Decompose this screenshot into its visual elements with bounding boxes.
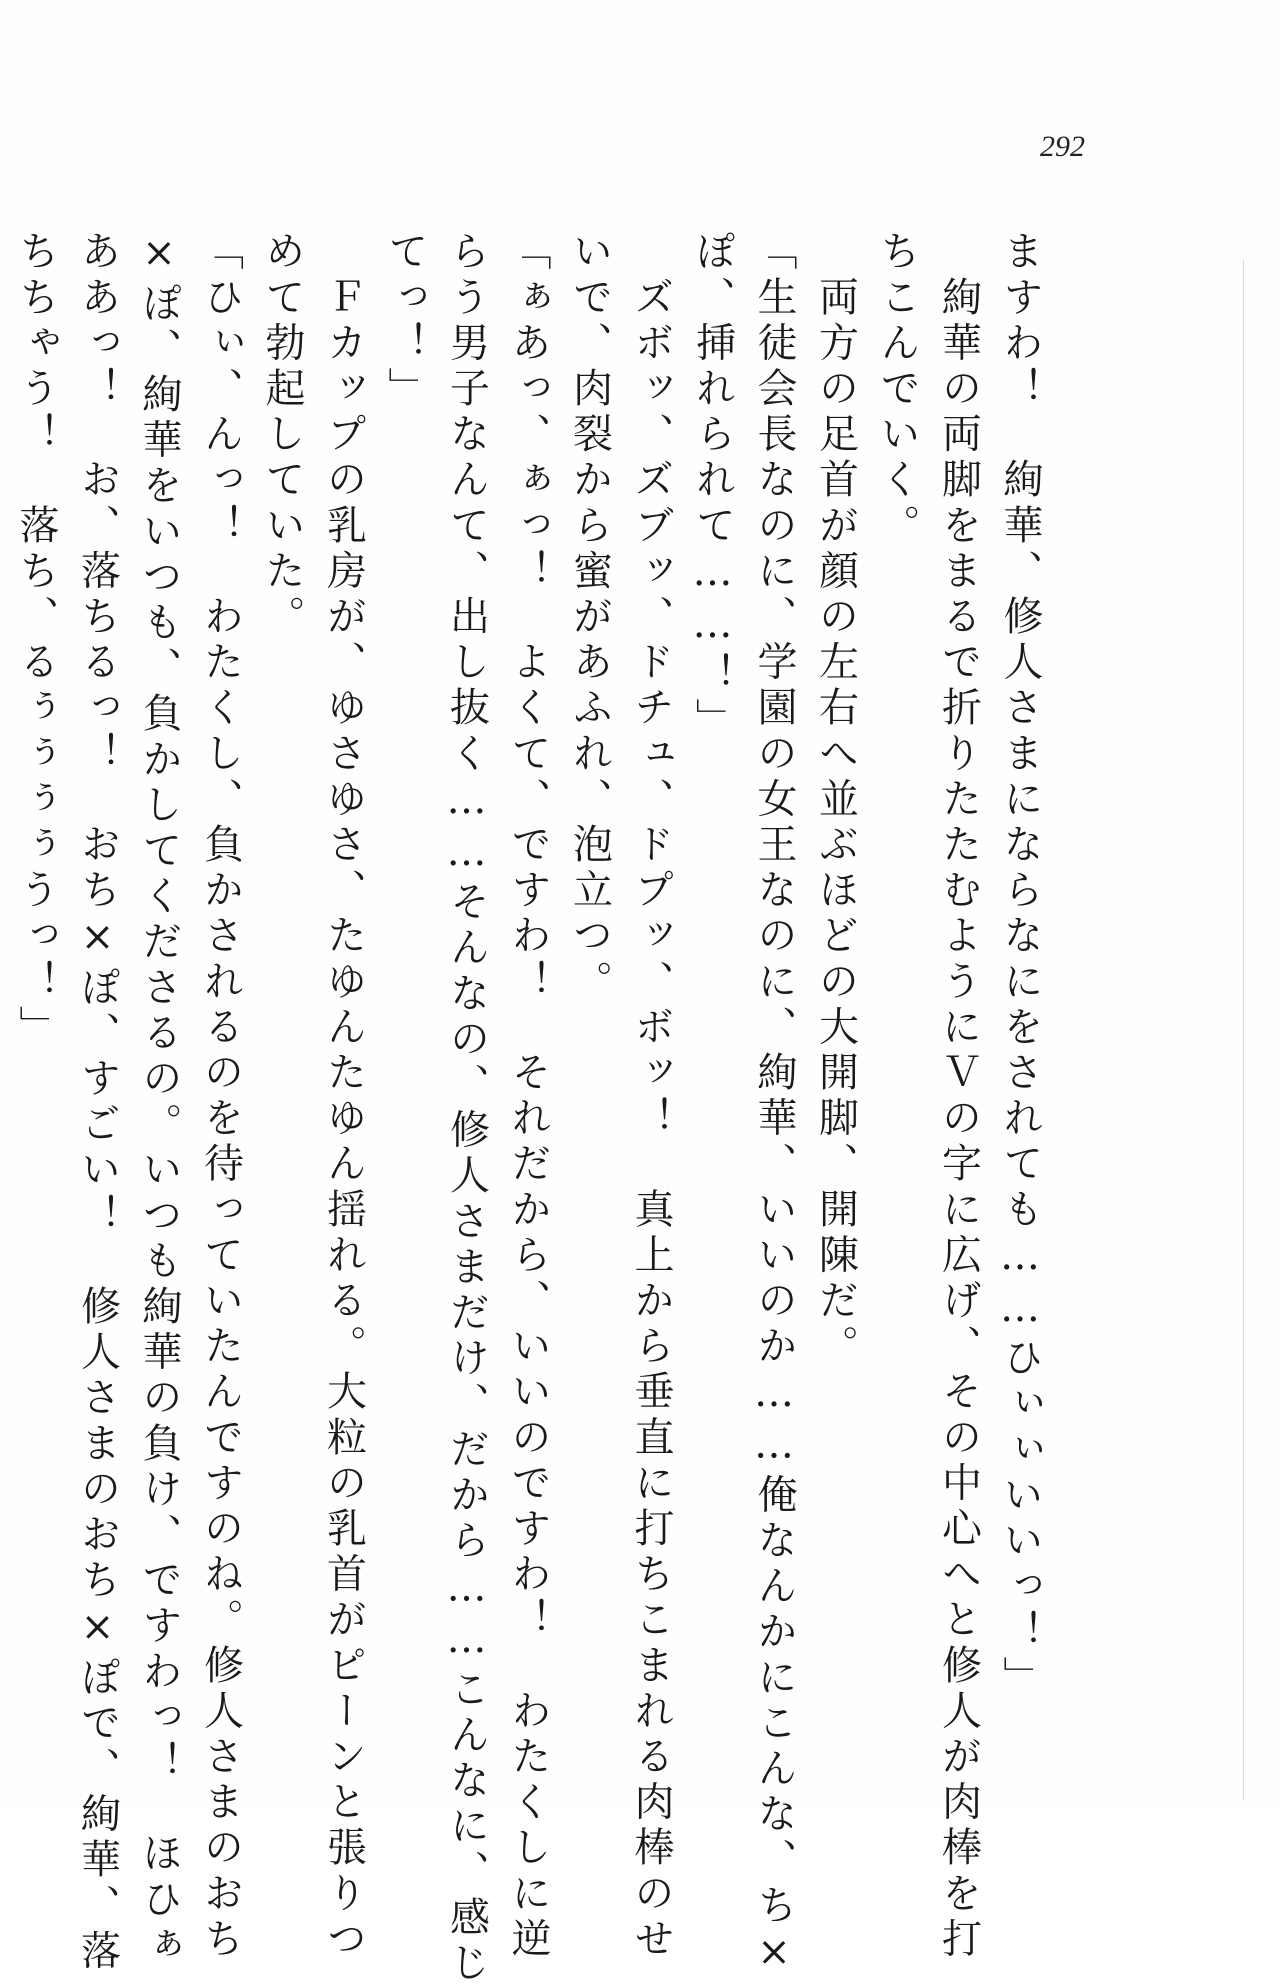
- text-line: 両方の足首が顔の左右へ並ぶほどの大開脚、開陳だ。: [812, 230, 859, 1370]
- text-line: Ｆカップの乳房が、ゆさゆさ、たゆんたゆん揺れる。大粒の乳首がピーンと張りつ: [320, 230, 367, 1963]
- text-line: ちちゃう！ 落ち、るぅぅぅぅうっ！」: [13, 230, 59, 1051]
- text-line: 「ぁあっ、ぁっ！ よくて、ですわ！ それだから、いいのですわ！ わたくしに逆: [505, 230, 551, 1963]
- text-line: らう男子なんて、出し抜く……そんなの、修人さまだけ、だから……こんなに、感じ: [443, 230, 490, 1987]
- text-line: めて勃起していた。: [259, 230, 305, 641]
- text-line: 「生徒会長なのに、学園の女王なのに、絢華、いいのか……俺なんかにこんな、ち×: [751, 230, 797, 1981]
- text-line: ますわ！ 絢華、修人さまにならなにをされても……ひぃぃいいっ！」: [997, 230, 1043, 1702]
- page-edge-line: [1243, 260, 1244, 1800]
- text-line: ぽ、挿れられて……！」: [689, 230, 736, 744]
- vertical-text-body: [5, 230, 1051, 1987]
- text-line: ちこんでいく。: [874, 230, 920, 550]
- text-line: ああっ！ お、落ちるっ！ おち×ぽ、すごい！ 修人さまのおち×ぽで、絢華、落: [74, 230, 121, 1975]
- text-line: 「ひぃ、んっ！ わたくし、負かされるのを待っていたんですのね。修人さまのおち: [197, 230, 244, 1963]
- text-line: いで、肉裂から蜜があふれ、泡立つ。: [566, 230, 613, 1006]
- page-number: 292: [1040, 130, 1085, 163]
- text-line: ズボッ、ズブッ、ドチュ、ドプッ、ボッ！ 真上から垂直に打ちこまれる肉棒のせ: [628, 230, 674, 1963]
- text-line: ×ぽ、絢華をいつも、負かしてくださるの。いつも絢華の負け、ですわっ！ ほひぁ: [136, 230, 182, 1969]
- text-line: てっ！」: [382, 230, 428, 413]
- text-line: 絢華の両脚をまるで折りたたむようにＶの字に広げ、その中心へと修人が肉棒を打: [935, 230, 982, 1963]
